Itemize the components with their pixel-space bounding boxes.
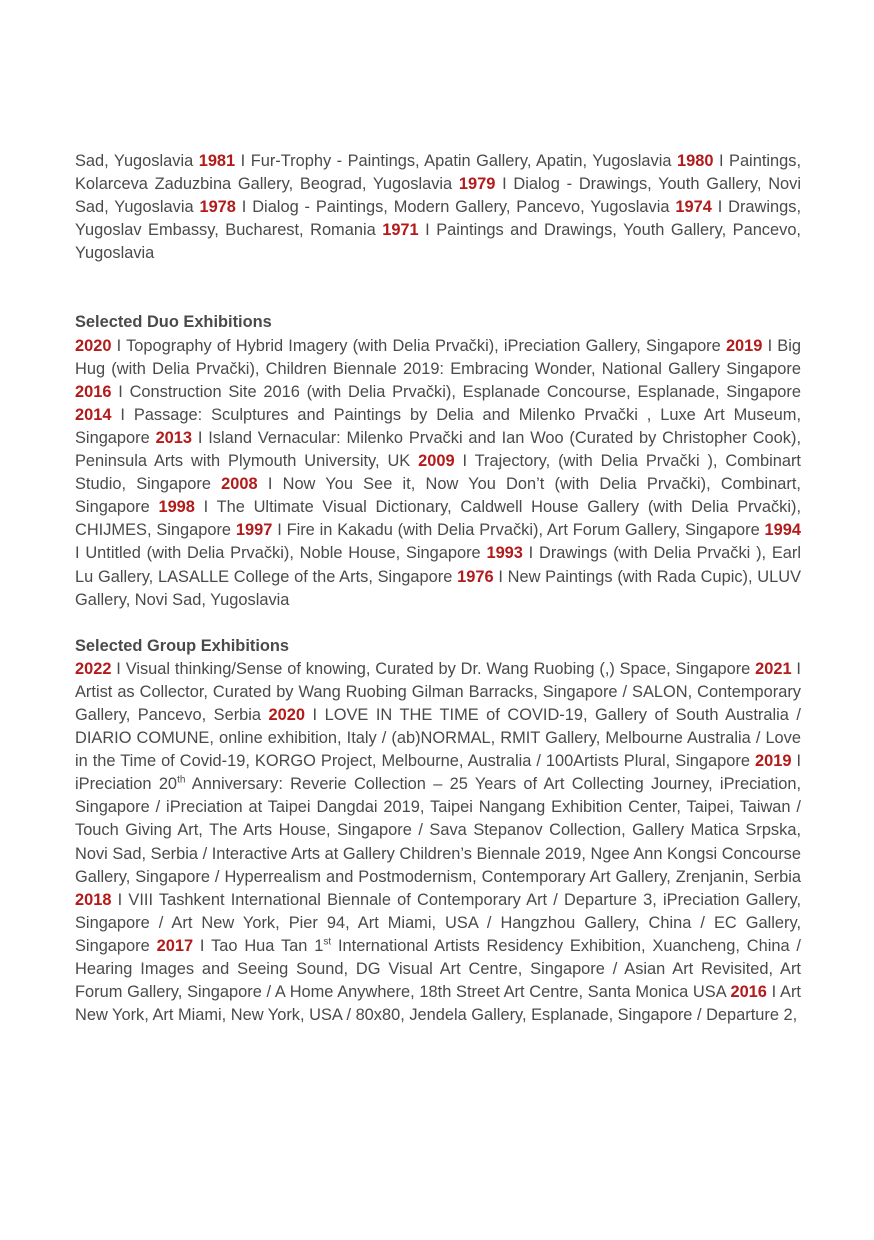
exhibition-year: 1979 (458, 175, 496, 194)
solo-exhibitions-continued (75, 150, 801, 265)
exhibition-year: 1976 (457, 567, 494, 586)
exhibition-year: 2008 (221, 475, 258, 494)
exhibition-text: I Visual thinking/Sense of knowing, Curated by Dr. Wang Ruobing (,) Space, Singapore (111, 659, 756, 678)
exhibition-year: 1981 (198, 152, 236, 170)
exhibition-text: I Island Vernacular: Milenko Prvački and Ian Woo (Curated by Christopher Cook), Peninsula Arts with Plymouth University, UK (75, 428, 801, 471)
exhibition-year: 2013 (155, 428, 193, 447)
exhibition-year: 1980 (677, 152, 714, 170)
exhibition-year: 2021 (755, 659, 792, 678)
exhibition-text: I LOVE IN THE TIME of COVID-19, Gallery of South Australia / DIARIO COMUNE, online exhibition, Italy / (ab)NORMAL, RMIT Gallery, Melbourne Australia / Love in the Time of Covid-19, KORGO Project, Melbourne, Australia / 100Artists Plural, Singapore (75, 705, 801, 771)
exhibition-year: 1994 (764, 521, 801, 540)
exhibition-year: 2009 (418, 452, 455, 471)
exhibition-text: I iPreciation 20 (75, 752, 801, 794)
exhibition-text: I Artist as Collector, Curated by Wang Ruobing Gilman Barracks, Singapore / SALON, Contemporary Gallery, Pancevo, Serbia (75, 659, 801, 724)
exhibition-text: I Drawings, Yugoslav Embassy, Bucharest, Romania (75, 198, 802, 240)
exhibition-year: 2022 (75, 659, 112, 678)
exhibition-text: I Big Hug (with Delia Prvački), Children Biennale 2019: Embracing Wonder, National Gallery Singapore (75, 336, 801, 378)
exhibition-year: 1974 (675, 198, 712, 217)
exhibition-text: I Drawings (with Delia Prvački ), Earl Lu Gallery, LASALLE College of the Arts, Singapore (75, 544, 801, 586)
exhibition-text: International Artists Residency Exhibition, Xuancheng, China / Hearing Images and Seeing Sound, DG Visual Art Centre, Singapore / Asian Art Revisited, Art Forum Gallery, Singapore / A Home Anywhere, 18th Street Art Centre, Santa Monica USA (75, 936, 801, 1002)
exhibition-year: 1993 (486, 544, 523, 563)
exhibition-year: 2016 (730, 983, 767, 1002)
duo-exhibitions-list (75, 335, 801, 612)
group-exhibitions-list (75, 658, 801, 1028)
exhibition-year: 2019 (754, 752, 792, 771)
group-exhibitions-section (75, 635, 801, 1028)
exhibition-year: 2017 (156, 936, 194, 955)
exhibition-year: 2018 (75, 890, 112, 909)
exhibition-text: I Paintings and Drawings, Youth Gallery, Pancevo, Yugoslavia (75, 221, 801, 263)
exhibition-year: 2019 (725, 336, 763, 355)
exhibition-year: 1998 (158, 498, 195, 517)
duo-exhibitions-heading: Selected Duo Exhibitions (75, 313, 272, 332)
exhibition-year: 2014 (75, 405, 112, 424)
exhibition-text: I Paintings, Kolarceva Zaduzbina Gallery, Beograd, Yugoslavia (75, 152, 801, 194)
exhibition-year: 1978 (199, 198, 236, 217)
exhibition-text: I Fur-Trophy - Paintings, Apatin Gallery, Apatin, Yugoslavia (235, 152, 677, 170)
exhibition-text: I Untitled (with Delia Prvački), Noble House, Singapore (75, 544, 487, 563)
exhibition-year: 2020 (268, 705, 306, 724)
exhibition-text: I New Paintings (with Rada Cupic), ULUV Gallery, Novi Sad, Yugoslavia (75, 567, 802, 609)
exhibition-text: I The Ultimate Visual Dictionary, Caldwell House Gallery (with Delia Prvački), CHIJMES, Singapore (75, 498, 802, 540)
duo-exhibitions-section (75, 311, 801, 611)
exhibition-text: I Trajectory, (with Delia Prvački ), Combinart Studio, Singapore (75, 452, 801, 494)
exhibition-text: I Dialog - Drawings, Youth Gallery, Novi Sad, Yugoslavia (75, 175, 801, 217)
document-page (75, 150, 801, 1027)
ordinal-superscript: st (323, 936, 332, 948)
exhibition-text: I Construction Site 2016 (with Delia Prvački), Esplanade Concourse, Esplanade, Singapore (111, 382, 801, 401)
ordinal-superscript: th (177, 774, 186, 786)
exhibition-text: I VIII Tashkent International Biennale of Contemporary Art / Departure 3, iPreciation Gallery, Singapore / Art New York, Pier 94, Art Miami, USA / Hangzhou Gallery, China / EC Gallery, Singapore (75, 890, 801, 955)
exhibition-year: 2016 (75, 382, 112, 401)
exhibition-text: I Dialog - Paintings, Modern Gallery, Pancevo, Yugoslavia (235, 198, 676, 217)
exhibition-year: 2020 (75, 336, 112, 355)
group-exhibitions-heading: Selected Group Exhibitions (75, 636, 290, 655)
exhibition-year: 1997 (235, 521, 273, 540)
exhibition-text: I Passage: Sculptures and Paintings by Delia and Milenko Prvački , Luxe Art Museum, Singapore (75, 405, 801, 447)
exhibition-text: I Art New York, Art Miami, New York, USA / 80x80, Jendela Gallery, Esplanade, Singapore / Departure 2, (75, 983, 801, 1025)
exhibition-year: 1971 (382, 221, 419, 240)
exhibition-text: Sad, Yugoslavia (75, 152, 199, 170)
exhibition-text: I Now You See it, Now You Don’t (with Delia Prvački), Combinart, Singapore (75, 475, 801, 517)
exhibition-text: I Fire in Kakadu (with Delia Prvački), Art Forum Gallery, Singapore (272, 521, 765, 540)
exhibition-text: I Topography of Hybrid Imagery (with Delia Prvački), iPreciation Gallery, Singapore (111, 336, 726, 355)
exhibition-text: Anniversary: Reverie Collection – 25 Years of Art Collecting Journey, iPreciation, Singapore / iPreciation at Taipei Dangdai 2019, Taipei Nangang Exhibition Center, Taipei, Taiwan / Touch Giving Art, The Arts House, Singapore / Sava Stepanov Collection, Gallery Matica Srpska, Novi Sad, Serbia / Interactive Arts at Gallery Children’s Biennale 2019, Ngee Ann Kongsi Concourse Gallery, Singapore / Hyperrealism and Postmodernism, Contemporary Art Gallery, Zrenjanin, Serbia (75, 775, 802, 886)
exhibition-text: I Tao Hua Tan 1 (193, 936, 324, 955)
